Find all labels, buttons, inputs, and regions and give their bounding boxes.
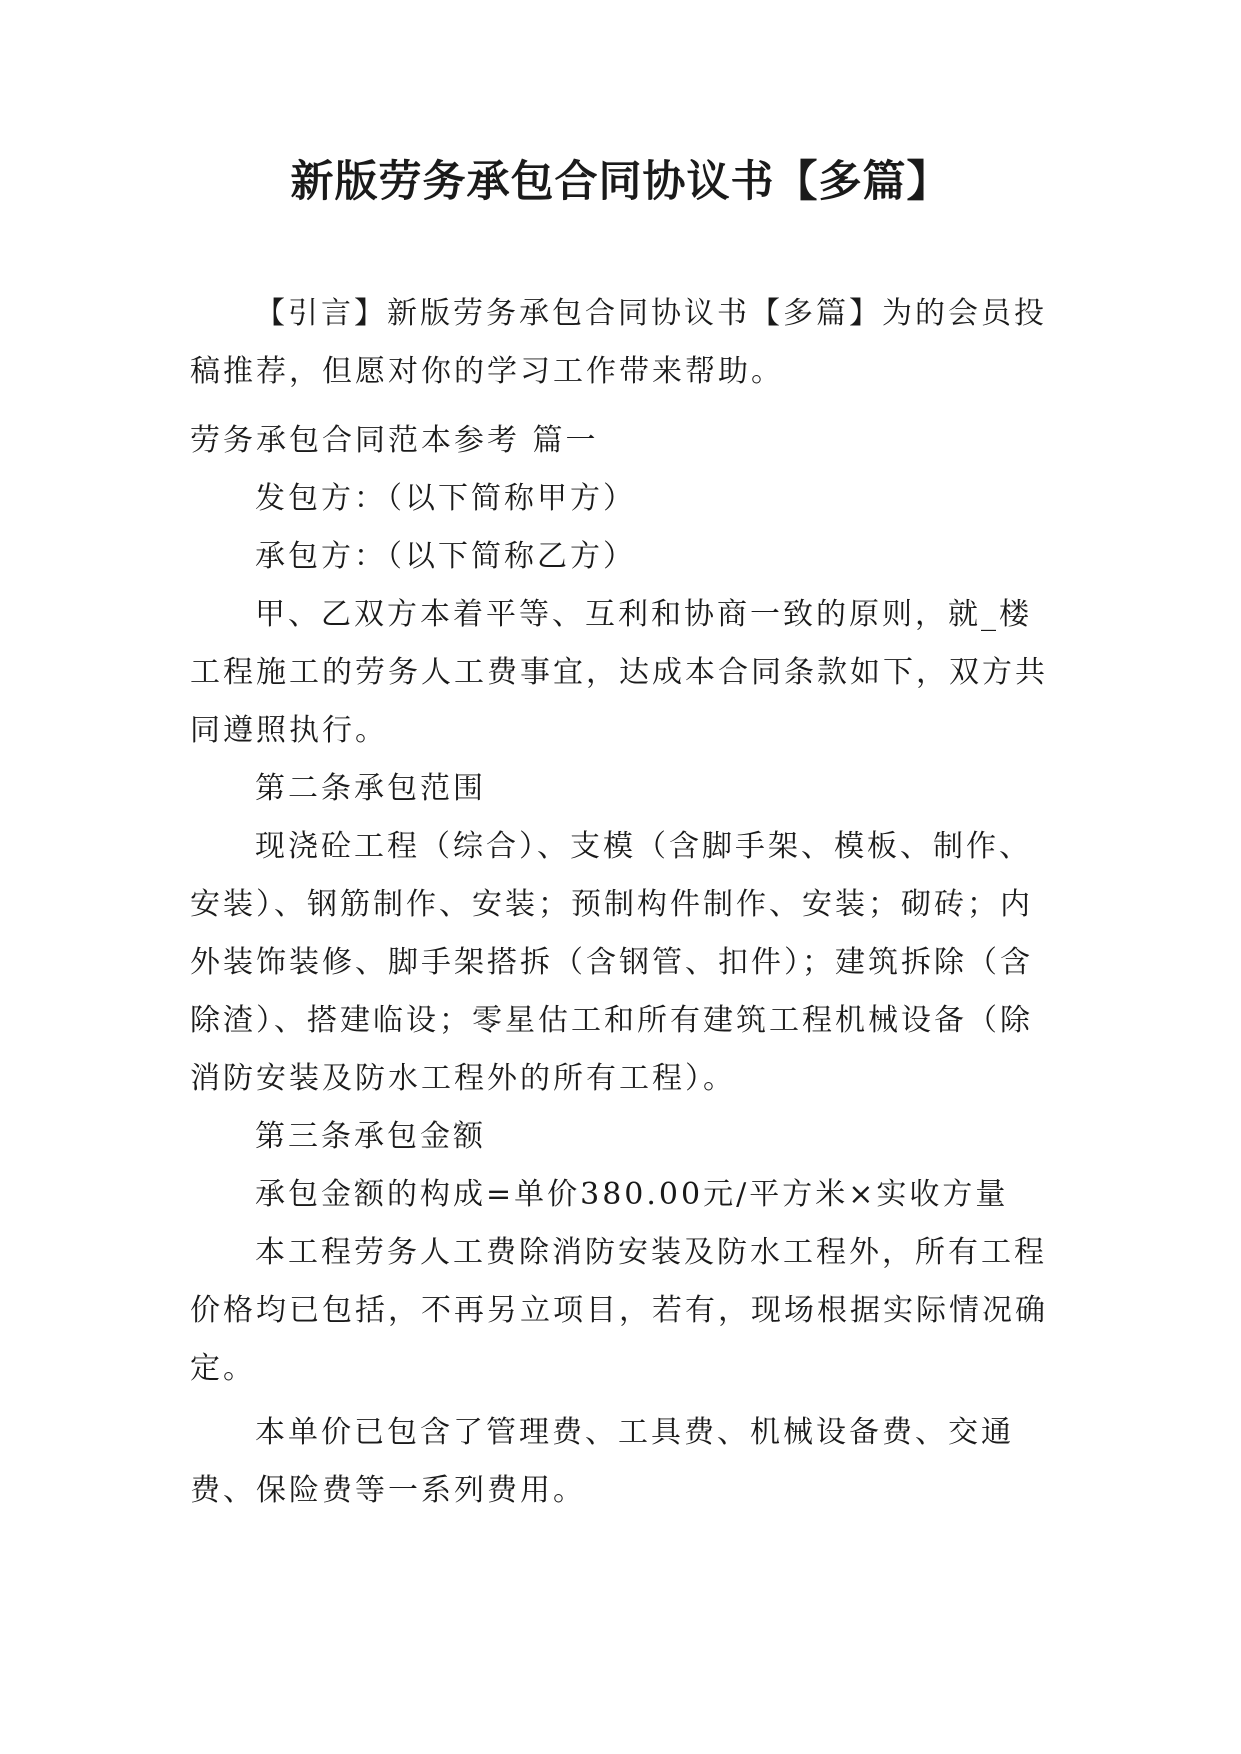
article-3-heading: 第三条承包金额 bbox=[255, 1119, 486, 1154]
article-3-formula: 承包金额的构成=单价380.00元/平方米×实收方量 bbox=[255, 1177, 1009, 1212]
article-2-heading: 第二条承包范围 bbox=[255, 771, 486, 806]
contract-body bbox=[190, 412, 1050, 1520]
article-3-coverage: 本工程劳务人工费除消防安装及防水工程外，所有工程价格均已包括，不再另立项目，若有，现场根据实际情况确定。 bbox=[190, 1235, 1048, 1386]
document-title: 新版劳务承包合同协议书【多篇】 bbox=[290, 157, 951, 207]
section-heading: 劳务承包合同范本参考 篇一 bbox=[190, 423, 599, 458]
intro-block bbox=[190, 285, 1050, 401]
intro-paragraph: 【引言】新版劳务承包合同协议书【多篇】为的会员投稿推荐，但愿对你的学习工作带来帮助。 bbox=[190, 296, 1047, 389]
party-a-line: 发包方：（以下简称甲方） bbox=[255, 481, 636, 516]
article-2-scope: 现浇砼工程（综合）、支模（含脚手架、模板、制作、安装）、钢筋制作、安装；预制构件制作、安装；砌砖；内外装饰装修、脚手架搭拆（含钢管、扣件）；建筑拆除（含除渣）、搭建临设；零星估工和所有建筑工程机械设备（除消防安装及防水工程外的所有工程）。 bbox=[190, 829, 1033, 1096]
party-b-line: 承包方：（以下简称乙方） bbox=[255, 539, 636, 574]
preamble-paragraph: 甲、乙双方本着平等、互利和协商一致的原则，就_楼工程施工的劳务人工费事宜，达成本合同条款如下，双方共同遵照执行。 bbox=[190, 597, 1048, 748]
article-3-fees: 本单价已包含了管理费、工具费、机械设备费、交通费、保险费等一系列费用。 bbox=[190, 1415, 1014, 1508]
